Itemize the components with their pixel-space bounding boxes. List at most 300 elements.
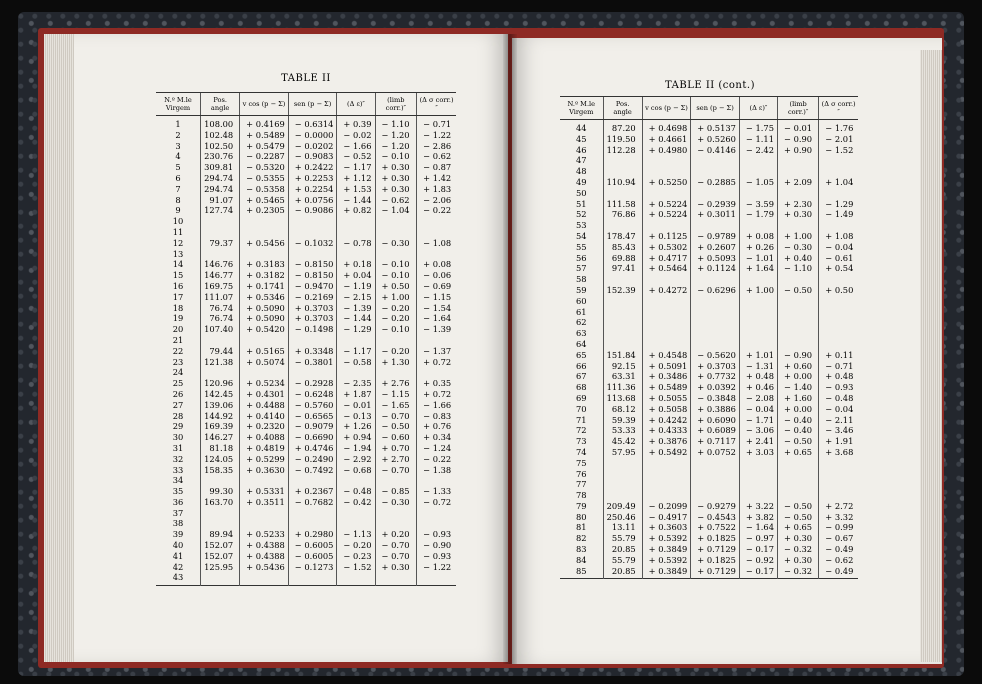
- table-cell: 17: [172, 291, 184, 302]
- table-cell: + 0.5489: [642, 382, 691, 393]
- table-cell: − 0.6314: [288, 116, 337, 130]
- table-cell: [201, 216, 240, 227]
- table-cell: − 0.10: [375, 259, 417, 270]
- table-cell: [603, 339, 642, 350]
- table-cell: [739, 339, 777, 350]
- table-cell: 152.39: [603, 285, 642, 296]
- table-cell: + 0.2367: [288, 486, 337, 497]
- table-cell: [691, 155, 740, 166]
- right-page-edges: [920, 50, 942, 662]
- table-cell: + 0.35: [417, 378, 456, 389]
- table-cell: − 0.69: [417, 281, 456, 292]
- table-cell: 112.28: [603, 145, 642, 156]
- table-cell: − 0.1032: [288, 238, 337, 249]
- table-cell: − 1.29: [337, 324, 375, 335]
- table-cell: + 0.5233: [240, 529, 289, 540]
- table-row: [156, 475, 456, 486]
- table-cell: + 0.3886: [691, 404, 740, 415]
- table-cell: [819, 155, 858, 166]
- table-cell: + 0.5489: [240, 130, 289, 141]
- table-cell: − 0.04: [819, 404, 858, 415]
- table-cell: [777, 307, 818, 318]
- table-cell: 18: [172, 302, 184, 313]
- table-cell: − 0.32: [777, 566, 818, 579]
- table-cell: + 0.34: [417, 432, 456, 443]
- table-cell: − 0.99: [819, 522, 858, 533]
- table-cell: + 0.3603: [642, 522, 691, 533]
- table-cell: − 0.1273: [288, 562, 337, 573]
- right-header-col-5: (limb corr.)″: [777, 97, 818, 120]
- table-cell: − 0.71: [417, 116, 456, 130]
- table-cell: 127.74: [201, 205, 240, 216]
- table-cell: − 3.46: [819, 425, 858, 436]
- table-row: [156, 162, 456, 173]
- table-cell: − 2.35: [337, 378, 375, 389]
- table-row: [156, 238, 456, 249]
- table-cell: [777, 155, 818, 166]
- table-cell: 27: [172, 399, 184, 410]
- table-cell: [819, 490, 858, 501]
- table-cell: − 0.0202: [288, 141, 337, 152]
- table-cell: [691, 220, 740, 231]
- table-cell: − 0.2287: [240, 151, 289, 162]
- table-cell: [642, 479, 691, 490]
- table-cell: 1: [175, 119, 181, 129]
- table-row: [560, 425, 858, 436]
- table-cell: [201, 227, 240, 238]
- table-cell: 76: [576, 468, 587, 479]
- table-cell: − 0.61: [819, 253, 858, 264]
- table-cell: + 0.5392: [642, 555, 691, 566]
- table-row: [156, 335, 456, 346]
- table-cell: 20.85: [603, 566, 642, 579]
- table-cell: + 0.90: [777, 145, 818, 156]
- table-cell: − 0.60: [375, 432, 417, 443]
- table-cell: + 0.4698: [642, 120, 691, 134]
- table-row: [560, 166, 858, 177]
- table-cell: [375, 249, 417, 260]
- table-cell: − 1.37: [417, 346, 456, 357]
- left-table-title: TABLE II: [281, 73, 331, 84]
- table-cell: + 0.5165: [240, 346, 289, 357]
- table-cell: + 0.5090: [240, 313, 289, 324]
- table-cell: [288, 216, 337, 227]
- table-cell: [739, 220, 777, 231]
- table-cell: 41: [172, 550, 184, 561]
- table-cell: 73: [576, 436, 587, 447]
- table-cell: − 0.7682: [288, 497, 337, 508]
- table-cell: + 0.3511: [240, 497, 289, 508]
- table-cell: − 0.01: [777, 120, 818, 134]
- table-cell: [642, 166, 691, 177]
- table-cell: [240, 475, 289, 486]
- table-cell: − 1.49: [819, 209, 858, 220]
- table-cell: − 0.02: [337, 130, 375, 141]
- table-row: [560, 285, 858, 296]
- table-cell: 65: [576, 349, 587, 360]
- table-cell: − 0.50: [375, 421, 417, 432]
- table-row: [156, 486, 456, 497]
- table-cell: 52: [576, 209, 587, 220]
- table-row: [560, 501, 858, 512]
- table-cell: + 0.72: [417, 357, 456, 368]
- table-cell: + 0.2980: [288, 529, 337, 540]
- table-cell: − 0.0000: [288, 130, 337, 141]
- table-cell: + 0.26: [739, 242, 777, 253]
- table-cell: 14: [172, 259, 184, 270]
- table-cell: 55.79: [603, 533, 642, 544]
- table-cell: − 0.2099: [642, 501, 691, 512]
- table-cell: 26: [172, 388, 184, 399]
- table-row: [560, 447, 858, 458]
- table-cell: + 1.83: [417, 184, 456, 195]
- table-cell: 66: [576, 360, 587, 371]
- table-cell: 46: [576, 144, 587, 155]
- table-cell: − 0.5620: [691, 350, 740, 361]
- table-cell: [417, 249, 456, 260]
- table-cell: − 2.11: [819, 415, 858, 426]
- table-cell: + 0.4388: [240, 551, 289, 562]
- table-cell: + 1.08: [819, 231, 858, 242]
- table-cell: − 0.72: [417, 497, 456, 508]
- table-cell: [337, 227, 375, 238]
- table-cell: − 0.49: [819, 566, 858, 579]
- table-cell: + 2.09: [777, 177, 818, 188]
- table-cell: 82: [576, 533, 587, 544]
- table-row: [560, 382, 858, 393]
- table-cell: 139.06: [201, 400, 240, 411]
- table-cell: 146.77: [201, 270, 240, 281]
- table-cell: 81: [576, 522, 587, 533]
- table-cell: + 0.3703: [691, 361, 740, 372]
- table-cell: − 0.1498: [288, 324, 337, 335]
- table-cell: [642, 274, 691, 285]
- table-cell: 25: [172, 378, 184, 389]
- table-cell: − 0.30: [777, 242, 818, 253]
- table-cell: 61: [576, 306, 587, 317]
- table-cell: [739, 490, 777, 501]
- table-row: [560, 512, 858, 523]
- table-row: [156, 173, 456, 184]
- table-cell: + 0.5299: [240, 454, 289, 465]
- table-row: [560, 307, 858, 318]
- left-page-edges: [44, 34, 74, 662]
- table-cell: + 0.5436: [240, 562, 289, 573]
- table-cell: 34: [172, 475, 184, 486]
- table-cell: 79: [576, 500, 587, 511]
- table-cell: + 0.7129: [691, 544, 740, 555]
- table-cell: [201, 508, 240, 519]
- table-cell: 146.76: [201, 259, 240, 270]
- table-cell: 169.39: [201, 421, 240, 432]
- table-cell: − 2.15: [337, 292, 375, 303]
- table-cell: − 0.2928: [288, 378, 337, 389]
- table-cell: 22: [172, 345, 184, 356]
- right-header-col-3: sen (p − Σ): [691, 97, 740, 120]
- table-cell: 24: [172, 367, 184, 378]
- table-cell: + 1.64: [739, 263, 777, 274]
- table-cell: 19: [172, 313, 184, 324]
- table-cell: [777, 317, 818, 328]
- left-data-table: [156, 92, 456, 586]
- table-row: [156, 529, 456, 540]
- table-cell: − 0.20: [337, 540, 375, 551]
- table-cell: + 0.1741: [240, 281, 289, 292]
- table-cell: − 0.4917: [642, 512, 691, 523]
- table-row: [560, 533, 858, 544]
- table-cell: 7: [175, 183, 181, 194]
- table-cell: + 1.00: [777, 231, 818, 242]
- table-cell: − 1.40: [777, 382, 818, 393]
- table-cell: 80: [576, 511, 587, 522]
- table-cell: + 0.4088: [240, 432, 289, 443]
- table-cell: + 1.01: [739, 350, 777, 361]
- table-row: [156, 367, 456, 378]
- table-cell: [739, 155, 777, 166]
- table-cell: 178.47: [603, 231, 642, 242]
- table-cell: 57: [576, 263, 587, 274]
- table-cell: [375, 518, 417, 529]
- table-cell: − 1.31: [739, 361, 777, 372]
- table-cell: + 0.1124: [691, 263, 740, 274]
- table-cell: + 0.6089: [691, 425, 740, 436]
- table-cell: − 0.90: [777, 134, 818, 145]
- table-cell: 111.36: [603, 382, 642, 393]
- table-cell: [777, 274, 818, 285]
- table-cell: + 0.30: [375, 162, 417, 173]
- table-cell: − 0.6005: [288, 540, 337, 551]
- table-cell: − 0.50: [777, 285, 818, 296]
- table-row: [156, 205, 456, 216]
- table-cell: 230.76: [201, 151, 240, 162]
- table-cell: − 1.64: [739, 522, 777, 533]
- table-cell: [777, 220, 818, 231]
- table-cell: 146.27: [201, 432, 240, 443]
- table-cell: − 0.6005: [288, 551, 337, 562]
- table-cell: 13: [172, 248, 184, 259]
- table-cell: 163.70: [201, 497, 240, 508]
- table-cell: − 0.04: [739, 404, 777, 415]
- table-cell: [691, 274, 740, 285]
- table-cell: 20: [172, 324, 184, 335]
- table-row: [156, 130, 456, 141]
- table-cell: − 1.04: [375, 205, 417, 216]
- table-cell: 294.74: [201, 184, 240, 195]
- right-table-title: TABLE II (cont.): [665, 80, 755, 91]
- table-cell: 36: [172, 496, 184, 507]
- table-row: [156, 540, 456, 551]
- table-cell: + 0.5250: [642, 177, 691, 188]
- table-cell: 45.42: [603, 436, 642, 447]
- table-row: [156, 116, 456, 130]
- table-cell: + 1.91: [819, 436, 858, 447]
- table-cell: [819, 479, 858, 490]
- table-row: [156, 292, 456, 303]
- table-cell: [240, 508, 289, 519]
- table-row: [560, 317, 858, 328]
- table-cell: + 2.30: [777, 199, 818, 210]
- table-cell: + 0.1125: [642, 231, 691, 242]
- table-cell: [375, 475, 417, 486]
- table-cell: − 3.59: [739, 199, 777, 210]
- table-cell: − 1.38: [417, 465, 456, 476]
- table-cell: + 0.5055: [642, 393, 691, 404]
- table-cell: + 0.3703: [288, 313, 337, 324]
- table-cell: 8: [175, 194, 181, 205]
- table-cell: + 0.39: [337, 116, 375, 130]
- table-cell: 10: [172, 216, 184, 227]
- table-cell: − 1.15: [375, 389, 417, 400]
- table-cell: 87.20: [603, 120, 642, 134]
- table-row: [156, 465, 456, 476]
- table-cell: 47: [576, 155, 587, 166]
- table-cell: [777, 469, 818, 480]
- table-row: [560, 339, 858, 350]
- table-cell: − 0.30: [375, 497, 417, 508]
- table-row: [560, 263, 858, 274]
- table-cell: [603, 317, 642, 328]
- table-cell: − 0.8150: [288, 259, 337, 270]
- table-cell: − 1.66: [417, 400, 456, 411]
- table-cell: [375, 572, 417, 585]
- left-table-body: [156, 116, 456, 586]
- table-row: [560, 188, 858, 199]
- table-cell: [777, 166, 818, 177]
- table-cell: 144.92: [201, 411, 240, 422]
- table-row: [156, 432, 456, 443]
- table-row: [560, 231, 858, 242]
- table-cell: + 1.42: [417, 173, 456, 184]
- table-row: [560, 134, 858, 145]
- table-cell: [603, 274, 642, 285]
- table-cell: + 0.4980: [642, 145, 691, 156]
- table-cell: − 2.01: [819, 134, 858, 145]
- table-cell: + 0.7129: [691, 566, 740, 579]
- table-cell: − 0.13: [337, 411, 375, 422]
- table-cell: + 0.3486: [642, 371, 691, 382]
- table-cell: + 0.2607: [691, 242, 740, 253]
- table-cell: − 0.5355: [240, 173, 289, 184]
- table-cell: − 1.94: [337, 443, 375, 454]
- table-cell: 102.48: [201, 130, 240, 141]
- table-cell: 119.50: [603, 134, 642, 145]
- table-cell: − 0.92: [739, 555, 777, 566]
- table-cell: − 0.7492: [288, 465, 337, 476]
- table-cell: 158.35: [201, 465, 240, 476]
- table-cell: − 1.64: [417, 313, 456, 324]
- table-cell: 5: [175, 162, 181, 173]
- table-cell: + 0.4333: [642, 425, 691, 436]
- table-cell: [375, 367, 417, 378]
- table-cell: [417, 227, 456, 238]
- table-cell: 69: [576, 392, 587, 403]
- table-cell: 68.12: [603, 404, 642, 415]
- table-cell: 28: [172, 410, 184, 421]
- table-cell: [819, 166, 858, 177]
- table-row: [156, 508, 456, 519]
- table-cell: + 3.22: [739, 501, 777, 512]
- table-row: [560, 544, 858, 555]
- table-cell: + 0.7117: [691, 436, 740, 447]
- table-cell: 99.30: [201, 486, 240, 497]
- table-cell: + 0.00: [777, 404, 818, 415]
- table-cell: + 0.18: [337, 259, 375, 270]
- table-row: [560, 458, 858, 469]
- table-cell: − 0.5320: [240, 162, 289, 173]
- table-row: [560, 199, 858, 210]
- table-cell: 42: [172, 561, 184, 572]
- table-row: [560, 274, 858, 285]
- table-cell: 44: [576, 123, 587, 133]
- table-cell: 83: [576, 544, 587, 555]
- table-cell: 294.74: [201, 173, 240, 184]
- table-cell: 62: [576, 317, 587, 328]
- table-cell: 30: [172, 432, 184, 443]
- table-cell: 107.40: [201, 324, 240, 335]
- table-cell: + 2.76: [375, 378, 417, 389]
- table-cell: − 0.62: [819, 555, 858, 566]
- table-cell: + 0.20: [375, 529, 417, 540]
- table-row: [560, 522, 858, 533]
- table-cell: [739, 458, 777, 469]
- table-cell: 2: [175, 129, 181, 140]
- table-cell: − 0.2939: [691, 199, 740, 210]
- table-cell: 71: [576, 414, 587, 425]
- right-header-col-0: N.º M.le Virgem: [560, 97, 603, 120]
- table-cell: − 0.4146: [691, 145, 740, 156]
- table-row: [560, 296, 858, 307]
- table-row: [560, 328, 858, 339]
- table-cell: [819, 296, 858, 307]
- table-cell: + 0.0752: [691, 447, 740, 458]
- table-cell: 60: [576, 295, 587, 306]
- table-row: [156, 389, 456, 400]
- table-cell: + 0.65: [777, 522, 818, 533]
- table-cell: [819, 274, 858, 285]
- table-cell: + 0.4169: [240, 116, 289, 130]
- table-cell: [603, 166, 642, 177]
- table-cell: − 0.06: [417, 270, 456, 281]
- table-cell: + 0.08: [417, 259, 456, 270]
- table-cell: + 0.30: [777, 209, 818, 220]
- table-cell: [777, 296, 818, 307]
- table-cell: 250.46: [603, 512, 642, 523]
- table-cell: [642, 469, 691, 480]
- table-cell: [375, 216, 417, 227]
- table-cell: − 0.48: [337, 486, 375, 497]
- table-cell: 151.84: [603, 350, 642, 361]
- table-cell: 31: [172, 442, 184, 453]
- table-row: [560, 253, 858, 264]
- table-cell: − 0.50: [777, 512, 818, 523]
- table-row: [156, 216, 456, 227]
- table-cell: [819, 307, 858, 318]
- table-row: [156, 400, 456, 411]
- table-cell: [375, 508, 417, 519]
- table-cell: − 0.32: [777, 544, 818, 555]
- table-cell: 76.86: [603, 209, 642, 220]
- table-cell: 59: [576, 284, 587, 295]
- table-cell: − 1.65: [375, 400, 417, 411]
- table-cell: + 0.40: [777, 253, 818, 264]
- table-cell: 54: [576, 230, 587, 241]
- table-row: [156, 227, 456, 238]
- table-cell: + 0.4746: [288, 443, 337, 454]
- table-cell: 40: [172, 540, 184, 551]
- table-cell: [691, 317, 740, 328]
- table-cell: − 0.62: [417, 151, 456, 162]
- table-cell: [777, 328, 818, 339]
